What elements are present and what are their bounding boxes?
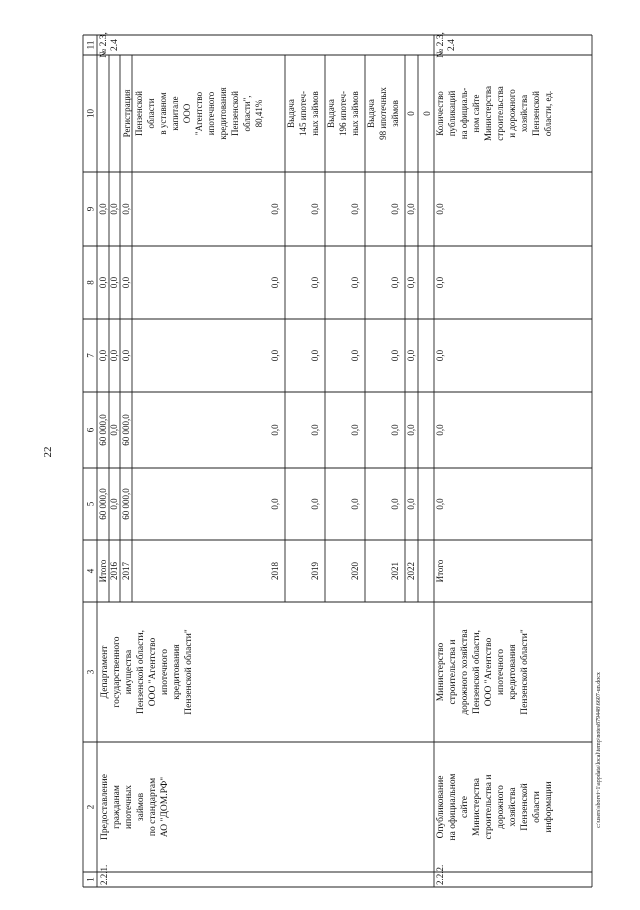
row-221-c6-7: 0,0 [406, 424, 416, 436]
row-221-c9-6: 0,0 [390, 203, 400, 215]
row-221-c9-2: 0,0 [121, 203, 131, 215]
row-222-c8: 0,0 [435, 276, 445, 289]
row-221-c8-1: 0,0 [109, 276, 119, 289]
row-221-c5-1: 0,0 [109, 498, 119, 510]
row-221-result-2018-line: ных займов [310, 91, 320, 136]
row-221-c6-5: 0,0 [350, 424, 360, 436]
row-221-c6-4: 0,0 [310, 424, 320, 436]
row-221-result-2017 [122, 87, 264, 139]
row-221-c7-5: 0,0 [350, 349, 360, 362]
row-221-result-2017-line: ипотечного [206, 91, 216, 136]
row-221-indicator-line: 2.4 [110, 39, 120, 51]
row-221-c9-5: 0,0 [350, 203, 360, 215]
row-221-result-2020-line: Выдача [366, 99, 376, 128]
row-221-result-2019-line: 196 ипотеч- [338, 91, 348, 136]
row-222-result-line: хозяйства [519, 94, 529, 133]
row-222-result-line: строительства [495, 86, 505, 141]
row-221-c5-6: 0,0 [390, 498, 400, 510]
row-221-c7-3: 0,0 [270, 349, 280, 362]
row-221-executor-line: Пензенской области" [184, 629, 194, 715]
row-221-c7-6: 0,0 [390, 349, 400, 362]
row-221-name-line: Предоставление [100, 774, 110, 840]
row-222-result-line: и дорожного [507, 89, 517, 138]
row-222-c7: 0,0 [435, 349, 445, 362]
column-number-10: 10 [85, 109, 96, 118]
row-221-year-2: 2017 [121, 562, 131, 580]
row-221-result-2017-line: Пензенской [230, 91, 240, 136]
row-222-executor-line: ООО "Агентство [484, 637, 494, 707]
column-number-3: 3 [85, 669, 96, 675]
row-222-executor-line: ипотечного [496, 649, 506, 695]
row-222-result [435, 86, 553, 141]
row-221-name-line: по стандартам [148, 777, 158, 837]
row-221-result-2018-line: 145 ипотеч- [298, 91, 308, 136]
row-221-year-3: 2018 [270, 562, 280, 580]
row-221-result-2018 [286, 91, 320, 136]
row-221-result-2017-line: кредитования [218, 87, 228, 140]
row-221-c8-0: 0,0 [98, 276, 108, 289]
row-221-result-2017-line: Регистрация [122, 89, 132, 138]
row-221-executor-line: кредитования [172, 644, 182, 700]
row-221-result-2017-line: ООО [182, 103, 192, 124]
row-221-c7-1: 0,0 [109, 349, 119, 362]
column-number-2: 2 [85, 804, 96, 810]
row-221-year-7: 2022 [406, 562, 416, 580]
column-number-11: 11 [85, 40, 96, 50]
row-222-executor [436, 629, 530, 715]
row-222-c5: 0,0 [435, 498, 445, 510]
row-221-indicator-line: № 2.3, [99, 32, 109, 58]
row-221-result-2017-line: 80,41% [254, 99, 264, 128]
row-222-year: Итого [435, 559, 445, 583]
row-222-name [435, 774, 554, 841]
row-222-result-line: Министерства [483, 86, 493, 141]
row-222-name-line: строительства и [484, 774, 494, 840]
row-221-executor [100, 629, 194, 715]
row-221-c6-1: 0,0 [109, 424, 119, 436]
row-221-executor-line: ООО "Агентство [148, 637, 158, 707]
row-221-result-2022 [422, 111, 432, 116]
row-221-c5-5: 0,0 [350, 498, 360, 510]
row-221-year-0: Итого [98, 559, 108, 583]
row-222-name-line: Пензенской [520, 783, 530, 831]
row-221-result-2020-line: 98 ипотечных [378, 87, 388, 140]
row-221-c9-3: 0,0 [270, 203, 280, 215]
row-222-executor-line: кредитования [508, 644, 518, 700]
row-222-c9: 0,0 [435, 203, 445, 215]
footer-file-path: c:\users\sborvi~1\appdata\local\temp\notes879448\6607-un.docx [596, 672, 602, 828]
row-221-name [100, 774, 170, 840]
row-221-c8-3: 0,0 [270, 276, 280, 289]
row-221-result-2020-line: займов [390, 100, 400, 127]
row-221-name-line: АО "ДОМ.РФ" [160, 776, 170, 838]
row-221-year-5: 2020 [350, 562, 360, 580]
row-221-year-6: 2021 [390, 562, 400, 580]
row-222-name-line: Министерства [472, 778, 482, 836]
row-221-result-2017-line: "Агентство [194, 91, 204, 136]
row-222-name-line: области [532, 791, 542, 823]
row-221-result-2021 [406, 111, 416, 116]
row-221-c5-7: 0,0 [406, 498, 416, 510]
column-number-4: 4 [85, 568, 96, 574]
column-number-6: 6 [85, 427, 96, 433]
row-221-executor-line: государственного [112, 636, 122, 708]
row-221-executor-line: Департамент [100, 645, 110, 699]
row-221-result-2020 [366, 87, 400, 140]
row-221-c7-7: 0,0 [406, 349, 416, 362]
row-222-indicator-line: № 2.3, [436, 32, 446, 58]
row-221-number: 2.2.1. [99, 864, 109, 885]
row-221-result-2017-line: области", [242, 95, 252, 132]
row-221-result-2017-line: Пензенской [134, 91, 144, 136]
row-221-c7-0: 0,0 [98, 349, 108, 362]
row-221-c8-2: 0,0 [121, 276, 131, 289]
row-221-result-2017-line: капитале [170, 96, 180, 131]
row-221-c7-2: 0,0 [121, 349, 131, 362]
row-222-name-line: дорожного [496, 785, 506, 829]
row-221-year-4: 2019 [310, 562, 320, 580]
row-221-c5-2: 60 000,0 [121, 488, 131, 520]
row-222-result-line: Количество [435, 91, 445, 136]
row-222-result-line: на официаль- [459, 87, 469, 140]
row-221-c6-3: 0,0 [270, 424, 280, 436]
row-222-name-line: на официальном [448, 773, 458, 841]
row-221-result-2021-line: 0 [406, 111, 416, 116]
row-221-executor-line: ипотечного [160, 649, 170, 695]
row-222-name-line: Опубликование [436, 775, 446, 839]
row-222-executor-line: Пензенской области" [520, 629, 530, 715]
row-221-c8-6: 0,0 [390, 276, 400, 289]
row-221-year-1: 2016 [109, 562, 119, 580]
row-222-result-line: области, ед. [543, 90, 553, 137]
row-221-c8-7: 0,0 [406, 276, 416, 289]
row-221-c5-4: 0,0 [310, 498, 320, 510]
row-222-indicator [436, 32, 457, 58]
row-221-result-2018-line: Выдача [286, 99, 296, 128]
row-221-result-2017-line: в уставном [158, 92, 168, 135]
row-221-c8-4: 0,0 [310, 276, 320, 289]
page-number: 22 [42, 446, 54, 458]
row-221-result-2019-line: ных займов [350, 91, 360, 136]
row-222-name-line: хозяйства [508, 787, 518, 827]
column-number-5: 5 [85, 501, 96, 507]
row-221-name-line: ипотечных [124, 785, 134, 829]
row-221-c5-3: 0,0 [270, 498, 280, 510]
row-221-c7-4: 0,0 [310, 349, 320, 362]
row-221-c6-6: 0,0 [390, 424, 400, 436]
row-222-executor-line: Пензенской области, [472, 630, 482, 714]
column-number-7: 7 [85, 353, 96, 358]
column-number-1: 1 [85, 877, 96, 882]
row-221-c5-0: 60 000,0 [98, 488, 108, 520]
column-number-9: 9 [85, 206, 96, 212]
row-221-c9-4: 0,0 [310, 203, 320, 215]
row-221-result-2017-line: области [146, 98, 156, 129]
row-222-executor-line: Министерство [436, 642, 446, 702]
row-221-result-2019 [326, 91, 360, 136]
row-221-executor-line: имущества [124, 649, 134, 695]
row-221-indicator [99, 32, 120, 58]
row-222-executor-line: строительства и [448, 639, 458, 705]
row-221-name-line: займов [136, 792, 146, 822]
row-222-c6: 0,0 [435, 424, 445, 436]
row-221-executor-line: Пензенской области, [136, 630, 146, 714]
row-222-result-line: Пензенской [531, 91, 541, 136]
row-222-indicator-line: 2.4 [447, 39, 457, 51]
row-222-name-line: информации [544, 781, 554, 833]
row-221-c8-5: 0,0 [350, 276, 360, 289]
row-221-c6-0: 60 000,0 [98, 414, 108, 446]
row-221-c9-7: 0,0 [406, 203, 416, 215]
row-221-c6-2: 60 000,0 [121, 414, 131, 446]
row-222-executor-line: дорожного хозяйства [460, 629, 470, 715]
row-222-number: 2.2.2. [435, 864, 445, 885]
row-221-name-line: гражданам [112, 785, 122, 829]
row-222-name-line: сайте [460, 795, 470, 819]
row-222-result-line: ном сайте [471, 94, 481, 133]
row-221-c9-0: 0,0 [98, 203, 108, 215]
row-221-c9-1: 0,0 [109, 203, 119, 215]
row-221-result-2022-line: 0 [422, 111, 432, 116]
column-number-8: 8 [85, 280, 96, 285]
row-221-result-2019-line: Выдача [326, 99, 336, 128]
row-222-result-line: публикаций [447, 90, 457, 137]
